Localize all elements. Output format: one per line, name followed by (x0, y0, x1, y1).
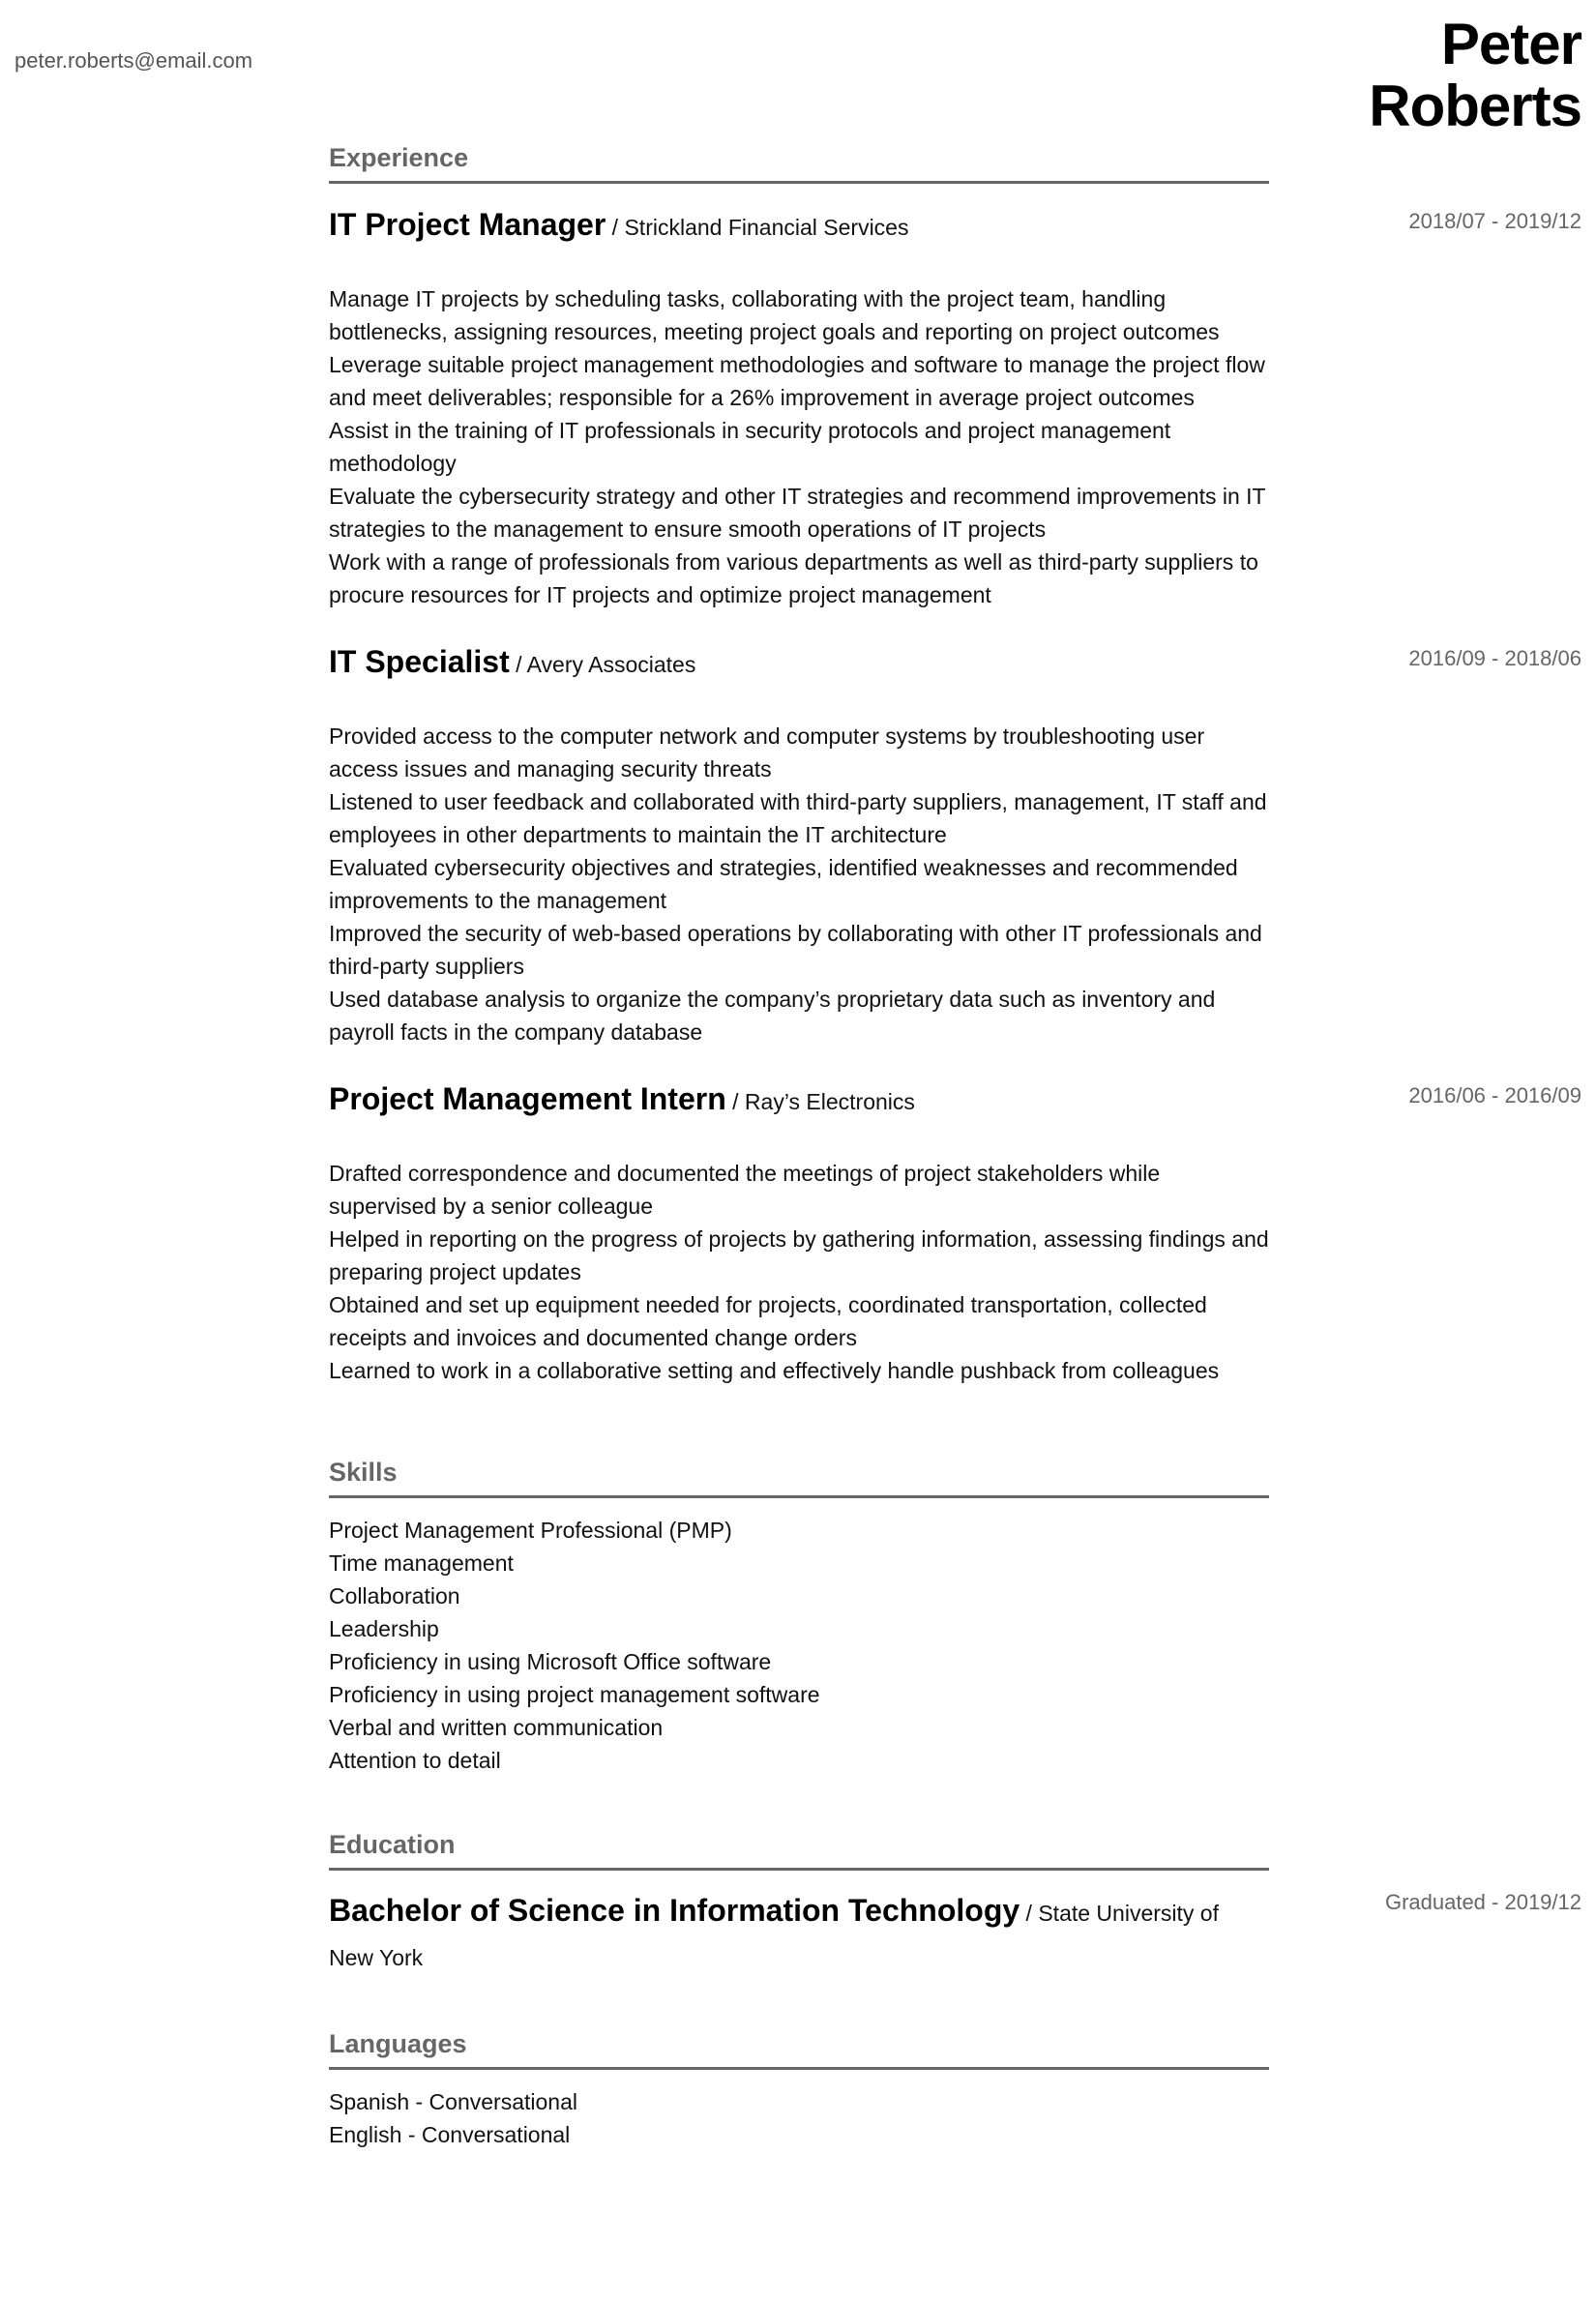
company: / Ray’s Electronics (725, 1089, 915, 1114)
language-item: English - Conversational (329, 2122, 571, 2147)
job-bullets (329, 282, 1269, 611)
skill-item: Attention to detail (329, 1748, 501, 1773)
job-bullet: Assist in the training of IT professionals in security protocols and project management methodology (329, 418, 1171, 476)
job-bullet: Listened to user feedback and collaborated with third-party suppliers, management, IT staff and employees in other departments to maintain the IT architecture (329, 789, 1267, 847)
job-bullet: Leverage suitable project management methodologies and software to manage the project flow and meet deliverables; responsible for a 26% improvement in average project outcomes (329, 352, 1265, 410)
job-bullet: Drafted correspondence and documented the meetings of project stakeholders while supervised by a senior colleague (329, 1161, 1161, 1219)
job-bullet: Provided access to the computer network and computer systems by troubleshooting user access issues and managing security threats (329, 723, 1205, 782)
job-title: IT Project Manager (329, 207, 606, 242)
job-bullet: Obtained and set up equipment needed for projects, coordinated transportation, collected receipts and invoices and documented change orders (329, 1292, 1207, 1350)
job-title: Project Management Intern (329, 1081, 726, 1116)
job-bullet: Evaluate the cybersecurity strategy and other IT strategies and recommend improvements in IT strategies to the management to ensure smooth operations of IT projects (329, 484, 1266, 542)
skill-item: Project Management Professional (PMP) (329, 1518, 732, 1543)
school: / State University of New York (329, 1901, 1219, 1970)
job-bullet: Used database analysis to organize the company’s proprietary data such as inventory and payroll facts in the company database (329, 987, 1216, 1045)
first-name: Peter (1440, 12, 1581, 76)
job-list (329, 205, 1581, 1387)
skills-section (329, 1455, 1269, 1777)
last-name: Roberts (1369, 74, 1581, 138)
education-heading: Education (329, 1827, 1269, 1871)
job-dates: 2016/06 - 2016/09 (1408, 1083, 1581, 1107)
languages-section (329, 2026, 1269, 2151)
skill-item: Proficiency in using Microsoft Office software (329, 1649, 772, 1674)
experience-heading: Experience (329, 140, 1269, 184)
company: / Strickland Financial Services (606, 215, 909, 240)
languages-heading: Languages (329, 2026, 1269, 2070)
job-bullets (329, 720, 1269, 1048)
email[interactable]: peter.roberts@email.com (15, 48, 253, 73)
job-bullet: Manage IT projects by scheduling tasks, collaborating with the project team, handling bottlenecks, assigning resources, meeting project goals and reporting on project outcomes (329, 286, 1220, 344)
education-section (329, 1827, 1581, 1982)
job-bullet: Improved the security of web-based operations by collaborating with other IT professionals and third-party suppliers (329, 921, 1262, 979)
job-dates: 2016/09 - 2018/06 (1408, 646, 1581, 670)
degree: Bachelor of Science in Information Technology (329, 1893, 1020, 1928)
candidate-name (1369, 14, 1581, 137)
skill-item: Time management (329, 1550, 514, 1576)
languages-list (329, 2085, 1269, 2151)
education-dates: Graduated - 2019/12 (1384, 1890, 1581, 1914)
skills-list (329, 1514, 1269, 1777)
skill-item: Collaboration (329, 1583, 460, 1608)
skills-heading: Skills (329, 1455, 1269, 1498)
job-bullet: Work with a range of professionals from various departments as well as third-party suppliers to procure resources for IT projects and optimize project management (329, 549, 1258, 607)
job-bullet: Helped in reporting on the progress of projects by gathering information, assessing findings and preparing project updates (329, 1226, 1269, 1284)
job-dates: 2018/07 - 2019/12 (1408, 209, 1581, 233)
language-item: Spanish - Conversational (329, 2089, 577, 2114)
job-entry (329, 1079, 1581, 1387)
job-entry (329, 205, 1581, 611)
job-entry (329, 642, 1581, 1048)
skill-item: Leadership (329, 1616, 439, 1641)
resume-main (329, 140, 1581, 2151)
education-entry (329, 1890, 1581, 1982)
company: / Avery Associates (509, 652, 696, 677)
job-bullet: Evaluated cybersecurity objectives and strategies, identified weaknesses and recommended improvements to the management (329, 855, 1238, 913)
job-bullets (329, 1157, 1269, 1387)
skill-item: Verbal and written communication (329, 1715, 664, 1740)
skill-item: Proficiency in using project management software (329, 1682, 820, 1707)
job-bullet: Learned to work in a collaborative setting and effectively handle pushback from colleagues (329, 1358, 1220, 1383)
job-title: IT Specialist (329, 644, 510, 679)
